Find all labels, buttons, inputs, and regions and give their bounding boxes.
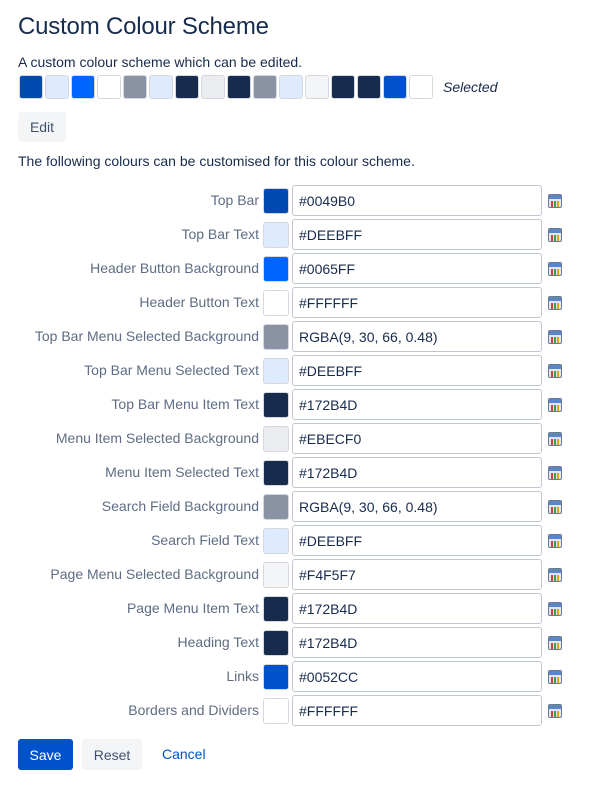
colour-label: Header Button Text	[139, 294, 259, 310]
scheme-description: A custom colour scheme which can be edited.	[18, 54, 303, 70]
save-button[interactable]: Save	[18, 739, 73, 770]
colour-label: Search Field Background	[101, 498, 259, 514]
colour-picker-icon[interactable]	[548, 228, 562, 242]
preview-swatch	[97, 75, 121, 99]
colour-swatch[interactable]	[263, 562, 289, 588]
preview-swatch	[383, 75, 407, 99]
preview-swatch	[201, 75, 225, 99]
preview-swatch	[19, 75, 43, 99]
colour-label: Top Bar Menu Selected Text	[84, 362, 259, 378]
colour-row	[0, 559, 600, 593]
colour-row	[0, 661, 600, 695]
colour-label: Page Menu Selected Background	[50, 566, 259, 582]
colour-picker-icon[interactable]	[548, 262, 562, 276]
colour-label: Page Menu Item Text	[126, 600, 259, 616]
colour-swatch[interactable]	[263, 392, 289, 418]
colour-picker-icon[interactable]	[548, 194, 562, 208]
colour-swatch[interactable]	[263, 324, 289, 350]
colour-row	[0, 457, 600, 491]
colour-label: Menu Item Selected Background	[55, 430, 259, 446]
preview-swatch	[227, 75, 251, 99]
colour-picker-icon[interactable]	[548, 398, 562, 412]
colour-label: Top Bar	[210, 192, 259, 208]
colour-swatch[interactable]	[263, 460, 289, 486]
cancel-link[interactable]: Cancel	[162, 746, 206, 762]
customise-intro-text: The following colours can be customised for this colour scheme.	[18, 153, 415, 169]
colour-value-input[interactable]	[292, 695, 542, 726]
colour-label: Links	[226, 668, 259, 684]
selected-label: Selected	[443, 79, 498, 95]
preview-swatch	[71, 75, 95, 99]
colour-label: Search Field Text	[151, 532, 259, 548]
colour-picker-icon[interactable]	[548, 534, 562, 548]
preview-swatch	[45, 75, 69, 99]
colour-swatch[interactable]	[263, 494, 289, 520]
colour-value-input[interactable]	[292, 287, 542, 318]
colour-value-input[interactable]	[292, 627, 542, 658]
colour-swatch[interactable]	[263, 222, 289, 248]
colour-swatch[interactable]	[263, 698, 289, 724]
colour-value-input[interactable]	[292, 423, 542, 454]
page-title: Custom Colour Scheme	[18, 13, 269, 40]
colour-swatch[interactable]	[263, 426, 289, 452]
colour-picker-icon[interactable]	[548, 704, 562, 718]
colour-value-input[interactable]	[292, 253, 542, 284]
preview-swatch	[149, 75, 173, 99]
colour-label: Menu Item Selected Text	[105, 464, 259, 480]
colour-value-input[interactable]	[292, 185, 542, 216]
colour-row	[0, 253, 600, 287]
preview-swatch	[253, 75, 277, 99]
colour-row	[0, 627, 600, 661]
edit-button[interactable]: Edit	[18, 112, 66, 142]
colour-picker-icon[interactable]	[548, 330, 562, 344]
colour-value-input[interactable]	[292, 389, 542, 420]
colour-label: Top Bar Text	[181, 226, 259, 242]
colour-picker-icon[interactable]	[548, 466, 562, 480]
colour-row	[0, 389, 600, 423]
colour-value-input[interactable]	[292, 355, 542, 386]
scheme-preview-swatches[interactable]	[19, 74, 497, 100]
colour-picker-icon[interactable]	[548, 636, 562, 650]
colour-swatch[interactable]	[263, 630, 289, 656]
colour-row	[0, 695, 600, 729]
colour-swatch[interactable]	[263, 188, 289, 214]
preview-swatch	[279, 75, 303, 99]
colour-picker-icon[interactable]	[548, 296, 562, 310]
colour-label: Top Bar Menu Item Text	[111, 396, 259, 412]
colour-value-input[interactable]	[292, 525, 542, 556]
preview-swatch	[175, 75, 199, 99]
colour-value-input[interactable]	[292, 661, 542, 692]
colour-row	[0, 525, 600, 559]
colour-fields-list	[0, 185, 600, 729]
colour-row	[0, 287, 600, 321]
colour-value-input[interactable]	[292, 593, 542, 624]
colour-row	[0, 219, 600, 253]
preview-swatch	[331, 75, 355, 99]
colour-value-input[interactable]	[292, 219, 542, 250]
preview-swatch	[357, 75, 381, 99]
preview-swatch	[305, 75, 329, 99]
reset-button[interactable]: Reset	[82, 739, 142, 770]
colour-value-input[interactable]	[292, 491, 542, 522]
colour-row	[0, 321, 600, 355]
colour-value-input[interactable]	[292, 321, 542, 352]
colour-swatch[interactable]	[263, 664, 289, 690]
colour-swatch[interactable]	[263, 256, 289, 282]
colour-picker-icon[interactable]	[548, 602, 562, 616]
colour-label: Top Bar Menu Selected Background	[34, 328, 259, 344]
colour-picker-icon[interactable]	[548, 364, 562, 378]
colour-row	[0, 355, 600, 389]
colour-value-input[interactable]	[292, 559, 542, 590]
colour-swatch[interactable]	[263, 596, 289, 622]
colour-row	[0, 593, 600, 627]
colour-swatch[interactable]	[263, 528, 289, 554]
colour-picker-icon[interactable]	[548, 568, 562, 582]
colour-label: Borders and Dividers	[128, 702, 259, 718]
colour-row	[0, 491, 600, 525]
colour-label: Header Button Background	[90, 260, 259, 276]
colour-swatch[interactable]	[263, 358, 289, 384]
colour-row	[0, 185, 600, 219]
colour-picker-icon[interactable]	[548, 670, 562, 684]
preview-swatch	[123, 75, 147, 99]
preview-swatch	[409, 75, 433, 99]
colour-value-input[interactable]	[292, 457, 542, 488]
colour-picker-icon[interactable]	[548, 500, 562, 514]
colour-label: Heading Text	[177, 634, 259, 650]
colour-swatch[interactable]	[263, 290, 289, 316]
colour-row	[0, 423, 600, 457]
colour-picker-icon[interactable]	[548, 432, 562, 446]
